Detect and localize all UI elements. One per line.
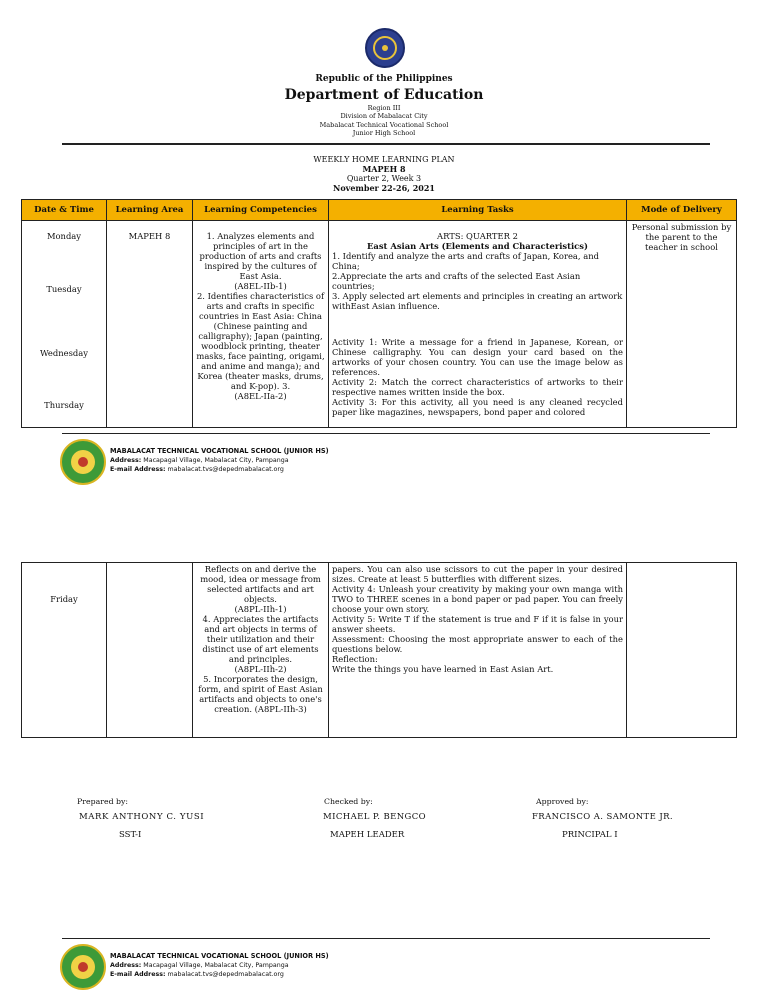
col-header-date: Date & Time <box>22 200 107 221</box>
day-tuesday: Tuesday <box>46 284 82 294</box>
footer-address-line <box>110 456 329 465</box>
table-header-row <box>22 200 737 221</box>
checked-title: MAPEH LEADER <box>330 830 405 840</box>
prepared-title: SST-I <box>119 830 142 840</box>
day-cell <box>22 221 107 428</box>
footer-address-label: Address: <box>110 457 142 464</box>
plan-title: WEEKLY HOME LEARNING PLAN <box>313 155 455 164</box>
approved-name: FRANCISCO A. SAMONTE JR. <box>532 812 674 822</box>
learning-plan-table-page2 <box>21 562 737 738</box>
footer-email: mabalacat.tvs@depedmabalacat.org <box>167 466 284 473</box>
division-line: Division of Mabalacat City <box>340 112 428 121</box>
footer-info <box>110 447 329 474</box>
plan-subject: MAPEH 8 <box>362 163 406 174</box>
day-friday: Friday <box>50 594 78 604</box>
footer-info <box>110 952 329 979</box>
delivery-cell-empty <box>627 563 737 738</box>
tasks-heading: ARTS: QUARTER 2 <box>437 231 518 241</box>
learning-area-cell: MAPEH 8 <box>107 221 193 428</box>
plan-dates: November 22-26, 2021 <box>333 182 435 193</box>
day-monday: Monday <box>46 231 82 241</box>
approved-title: PRINCIPAL I <box>562 830 618 840</box>
footer-email-line <box>110 465 329 474</box>
tasks-objectives: 1. Identify and analyze the arts and crafts of Japan, Korea, and China; 2.Appreciate the arts and crafts of the selected East Asian countries; 3. Apply selected art elements and principles in creating an artwork withEast Asian influence. <box>332 251 623 311</box>
prepared-label: Prepared by: <box>77 797 129 806</box>
prepared-name: MARK ANTHONY C. YUSI <box>79 812 205 822</box>
learning-plan-table-page1 <box>21 199 737 428</box>
footer-email-label: E-mail Address: <box>110 466 166 473</box>
office-block <box>0 104 768 137</box>
day-thursday: Thursday <box>44 400 84 410</box>
republic-line: Republic of the Philippines <box>315 74 453 84</box>
approved-label: Approved by: <box>536 797 589 806</box>
tasks-activities: Activity 1: Write a message for a friend in Japanese, Korean, or Chinese calligraphy. You can design your card based on the artworks of your chosen country. You can use the image below as references. Activity 2: Match the correct characteristics of artworks to their respective names written inside the box. Activity 3: For this activity, all you need is any cleaned recycled paper like magazines, newspapers, bond paper and colored <box>332 337 623 417</box>
footer-email: mabalacat.tvs@depedmabalacat.org <box>167 971 284 978</box>
competencies-cell: 1. Analyzes elements and principles of art in the production of arts and crafts inspired by the cultures of East Asia. (A8EL-IIb-1) 2. Identifies characteristics of arts and crafts in specific countries in East Asia: China (Chinese painting and calligraphy); Japan (painting, woodblock printing, theater masks, face painting, origami, and anime and manga); and Korea (theater masks, drums, and K-pop). 3. (A8EL-IIa-2) <box>193 221 329 428</box>
tasks-subheading: East Asian Arts (Elements and Characteristics) <box>367 241 588 251</box>
level-line: Junior High School <box>352 128 416 137</box>
col-header-competencies: Learning Competencies <box>193 200 329 221</box>
footer-divider <box>62 433 710 434</box>
day-cell <box>22 563 107 738</box>
deped-seal-icon <box>365 28 405 68</box>
footer-address-line <box>110 961 329 970</box>
checked-name: MICHAEL P. BENGCO <box>323 812 427 822</box>
day-wednesday: Wednesday <box>40 348 88 358</box>
footer-school-name: MABALACAT TECHNICAL VOCATIONAL SCHOOL (JUNIOR HS) <box>110 447 329 455</box>
footer-address-label: Address: <box>110 962 142 969</box>
plan-quarter: Quarter 2, Week 3 <box>346 174 422 183</box>
learning-area-cell-empty <box>107 563 193 738</box>
school-line: Mabalacat Technical Vocational School <box>319 120 449 129</box>
table-row <box>22 563 737 738</box>
school-logo-icon <box>60 944 106 990</box>
footer-address: Macapagal Village, Mabalacat City, Pampanga <box>143 457 289 464</box>
region-line: Region III <box>367 104 401 112</box>
header-divider <box>62 143 710 145</box>
delivery-cell: Personal submission by the parent to the teacher in school <box>627 221 737 428</box>
school-logo-icon <box>60 439 106 485</box>
department-title: Department of Education <box>284 87 484 103</box>
footer-divider <box>62 938 710 939</box>
tasks-cell <box>329 221 627 428</box>
table-row <box>22 221 737 428</box>
col-header-tasks: Learning Tasks <box>329 200 627 221</box>
plan-title-block <box>0 155 768 193</box>
checked-label: Checked by: <box>324 797 373 806</box>
col-header-area: Learning Area <box>107 200 193 221</box>
footer-school-name: MABALACAT TECHNICAL VOCATIONAL SCHOOL (JUNIOR HS) <box>110 952 329 960</box>
footer-email-line <box>110 970 329 979</box>
tasks-cell: papers. You can also use scissors to cut the paper in your desired sizes. Create at least 5 butterflies with different sizes. Activity 4: Unleash your creativity by making your own manga with TWO to THREE scenes in a bond paper or pad paper. You can freely choose your own story. Activity 5: Write T if the statement is true and F if it is false in your answer sheets. Assessment: Choosing the most appropriate answer to each of the questions below. Reflection: Write the things you have learned in East Asian Art. <box>329 563 627 738</box>
footer-address: Macapagal Village, Mabalacat City, Pampanga <box>143 962 289 969</box>
footer-email-label: E-mail Address: <box>110 971 166 978</box>
col-header-delivery: Mode of Delivery <box>627 200 737 221</box>
competencies-cell: Reflects on and derive the mood, idea or message from selected artifacts and art objects. (A8PL-IIh-1) 4. Appreciates the artifacts and art objects in terms of their utilization and their distinct use of art elements and principles. (A8PL-IIh-2) 5. Incorporates the design, form, and spirit of East Asian artifacts and objects to one's creation. (A8PL-IIh-3) <box>193 563 329 738</box>
